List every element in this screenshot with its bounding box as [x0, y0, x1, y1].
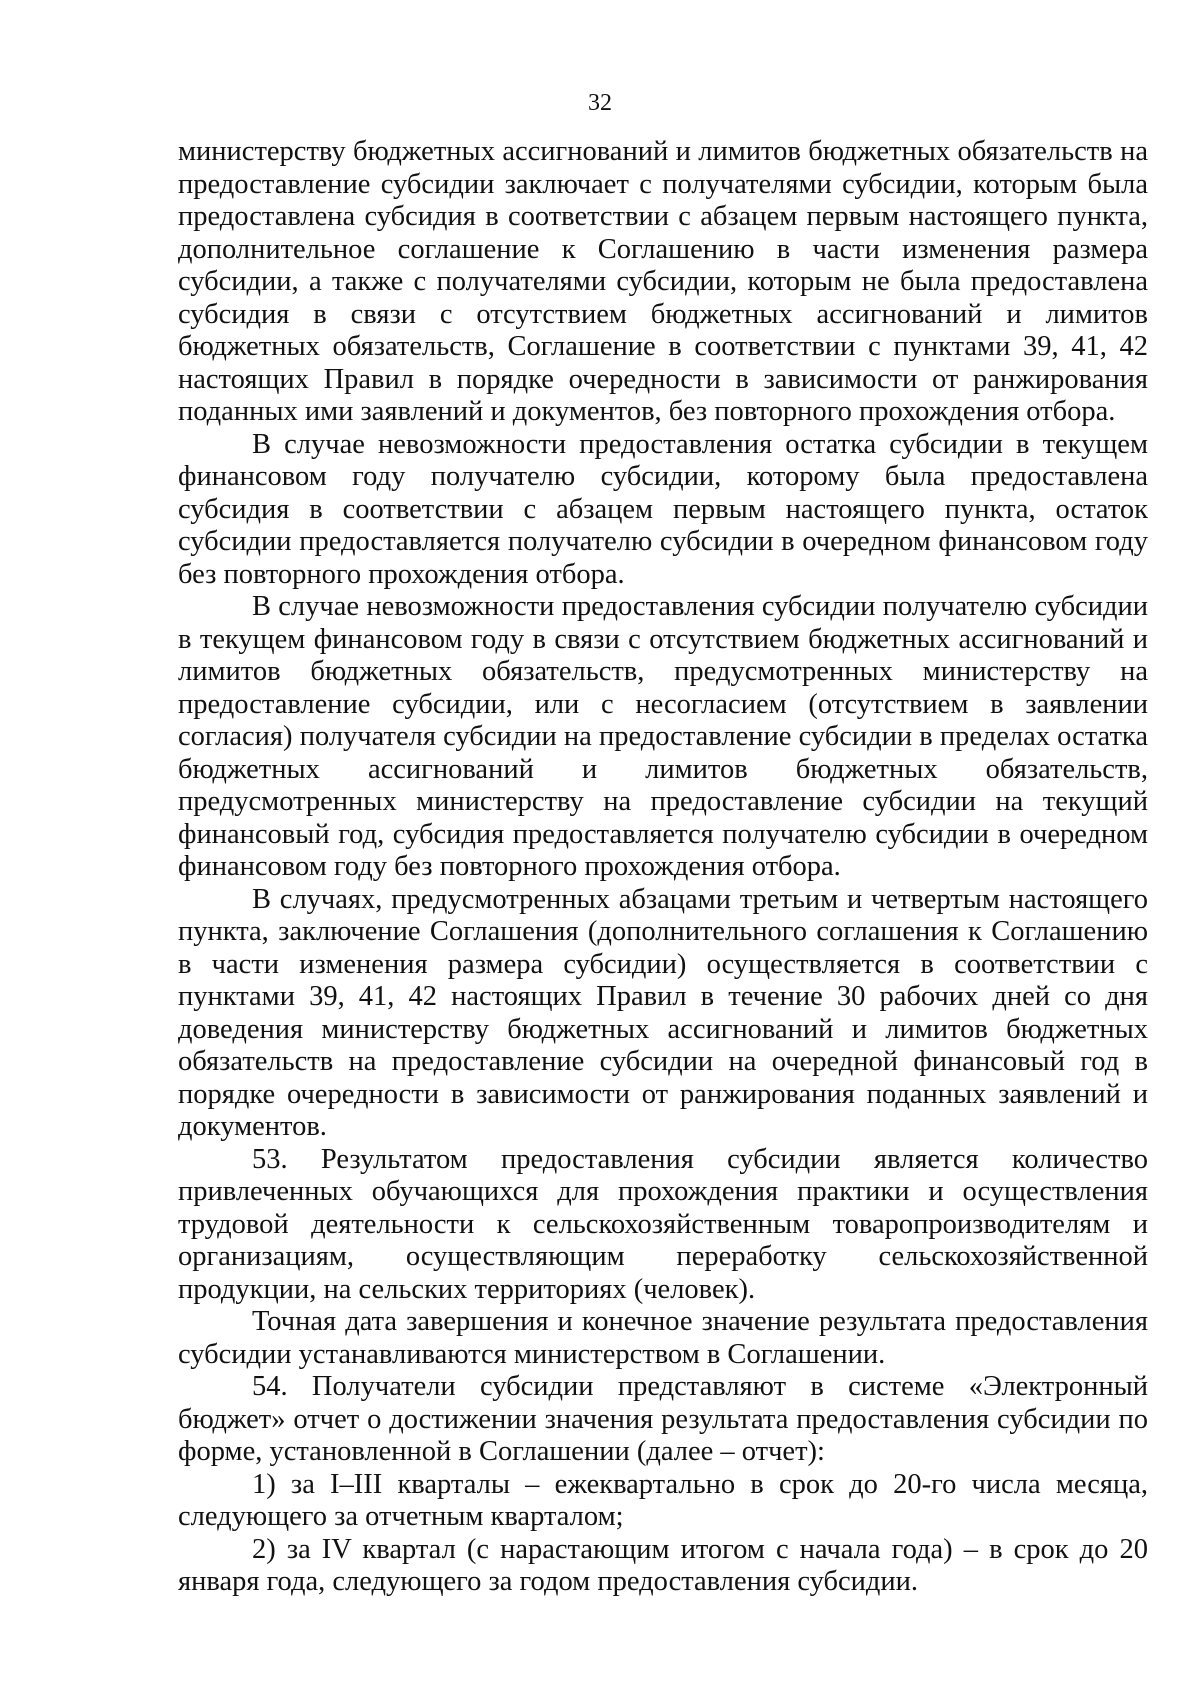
list-item-quarters-1-3: 1) за I–III кварталы – ежеквартально в срок до 20-го числа месяца, следующего за отчетным кварталом;	[178, 1468, 1148, 1532]
paragraph-result-date: Точная дата завершения и конечное значение результата предоставления субсидии устанавливаются министерством в Соглашении.	[178, 1306, 1148, 1370]
paragraph-agreement-conclusion: В случаях, предусмотренных абзацами третьим и четвертым настоящего пункта, заключение Соглашения (дополнительного соглашения к Соглашению в части изменения размера субсидии) осуществляется в соответствии с пунктами 39, 41, 42 настоящих Правил в течение 30 рабочих дней со дня доведения министерству бюджетных ассигнований и лимитов бюджетных обязательств на предоставление субсидии на очередной финансовый год в порядке очередности в зависимости от ранжирования поданных заявлений и документов.	[178, 883, 1148, 1142]
document-body	[178, 136, 1148, 1599]
page-number: 32	[588, 90, 612, 116]
paragraph-continuation: министерству бюджетных ассигнований и лимитов бюджетных обязательств на предоставление субсидии заключает с получателями субсидии, которым была предоставлена субсидия в соответствии с абзацем первым настоящего пункта, дополнительное соглашение к Соглашению в части изменения размера субсидии, а также с получателями субсидии, которым не была предоставлена субсидия в связи с отсутствием бюджетных ассигнований и лимитов бюджетных обязательств, Соглашение в соответствии с пунктами 39, 41, 42 настоящих Правил в порядке очередности в зависимости от ранжирования поданных ими заявлений и документов, без повторного прохождения отбора.	[178, 136, 1148, 427]
paragraph-impossibility-case: В случае невозможности предоставления субсидии получателю субсидии в текущем финансовом году в связи с отсутствием бюджетных ассигнований и лимитов бюджетных обязательств, предусмотренных министерству на предоставление субсидии, или с несогласием (отсутствием в заявлении согласия) получателя субсидии на предоставление субсидии в пределах остатка бюджетных ассигнований и лимитов бюджетных обязательств, предусмотренных министерству на предоставление субсидии на текущий финансовый год, субсидия предоставляется получателю субсидии в очередном финансовом году без повторного прохождения отбора.	[178, 591, 1148, 882]
paragraph-item-54: 54. Получатели субсидии представляют в системе «Электронный бюджет» отчет о достижении значения результата предоставления субсидии по форме, установленной в Соглашении (далее – отчет):	[178, 1371, 1148, 1467]
list-item-quarter-4: 2) за IV квартал (с нарастающим итогом с начала года) – в срок до 20 января года, следующего за годом предоставления субсидии.	[178, 1533, 1148, 1597]
paragraph-item-53: 53. Результатом предоставления субсидии является количество привлеченных обучающихся для прохождения практики и осуществления трудовой деятельности к сельскохозяйственным товаропроизводителям и организациям, осуществляющим переработку сельскохозяйственной продукции, на сельских территориях (человек).	[178, 1143, 1148, 1305]
paragraph-remaining-subsidy: В случае невозможности предоставления остатка субсидии в текущем финансовом году получателю субсидии, которому была предоставлена субсидия в соответствии с абзацем первым настоящего пункта, остаток субсидии предоставляется получателю субсидии в очередном финансовом году без повторного прохождения отбора.	[178, 428, 1148, 590]
